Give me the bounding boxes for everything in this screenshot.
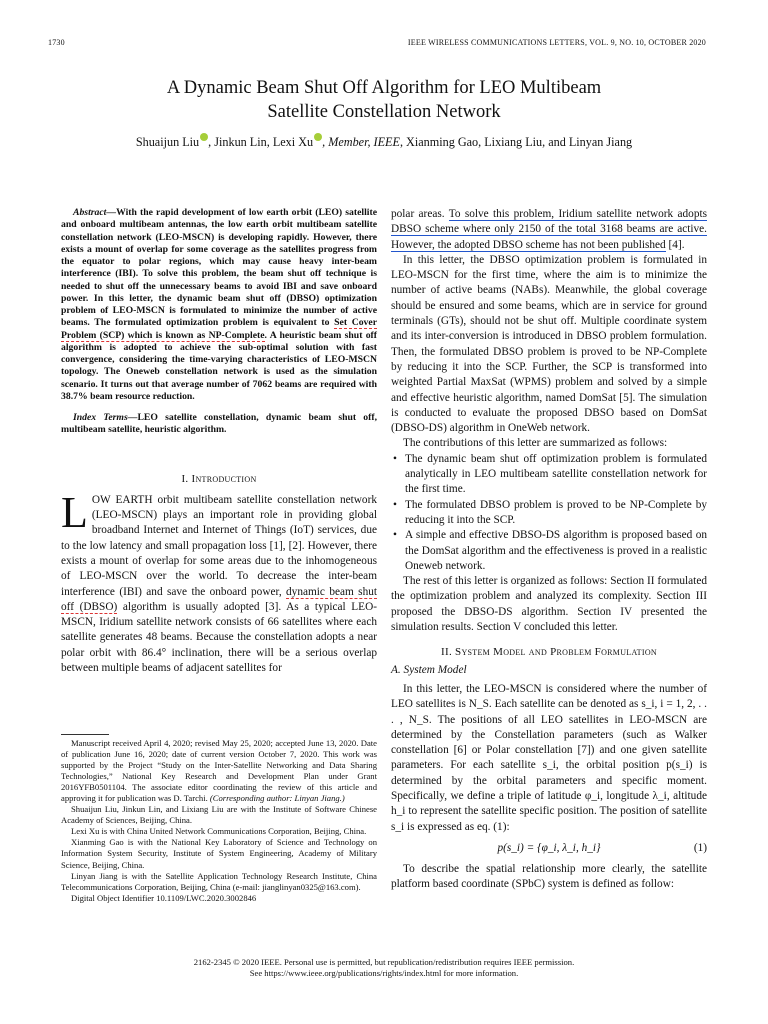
equation-body: p(s_i) = {φ_i, λ_i, h_i} xyxy=(497,841,601,854)
paragraph: In this letter, the DBSO optimization problem is formulated in LEO-MSCN for the first time, where the aim is to minimize the number of active beams (NABs). Meanwhile, the global coverage should be ensured and some beams, which are in service for ground terminals (GTs), should not be shut off. Multiple coordinate system and its inter-conversion is introduced in DBSO problem formulation. Then, the formulated DBSO problem is proved to be NP-Complete by reducing it into the SCP. Further, the SCP is transformed into weighted Partial MaxSat (WPMS) problem and solved by a simple and effective heuristic algorithm, named DomSat [5]. The simulation is conducted to evaluate the proposed DBSO based on DomSat (DBSO-DS) algorithm in OneWeb network. xyxy=(391,253,707,435)
section-heading-system-model: II. System Model and Problem Formulation xyxy=(441,646,657,659)
abstract: Abstract—With the rapid development of low earth orbit (LEO) satellite and onboard multibeam antennas, the low earth orbit multibeam satellite constellation network (LEO-MSCN) is developing rapidly. However, there exists a mount of overlap for some coverage as the satellites progress from the equator to polar regions, which may cause heavy inter-beam interference (IBI). To solve this problem, the beam shut off technique is needed to shut off the unnecessary beams to avoid IBI and save onboard power. In this letter, the dynamic beam shut off (DBSO) optimization problem of LEO-MSCN is formulated to minimize the number of active beams. The formulated optimization problem is equivalent to Set Cover Problem (SCP) which is known as NP-Complete. A heuristic beam shut off algorithm is adopted to achieve the sub-optimal solution with fast convergence, considering the time-varying characteristics of LEO-MSCN topology. The Oneweb constellation network is used as the simulation scenario. It turns out that average number of 7062 beams are required with 38.7% beam resource reduction. xyxy=(61,207,378,402)
intro-paragraph: LOW EARTH orbit multibeam satellite constellation network (LEO-MSCN) plays an important role in providing global broadband Internet and Internet of Things (IoT) services, due to the low latency and small propagation loss [1], [2]. However, there exists a mount of overlap for some areas due to the inhomogeneous of LEO-MSCN over the world. To decrease the inter-beam interference (IBI) and save the onboard power, dynamic beam shut off (DBSO) algorithm is usually adopted [3]. As a typical LEO-MSCN, Iridium satellite network consists of 66 satellites where each satellite generates 48 beams. Because the constellation adopts a near polar orbit with 86.4° inclination, there will be a serious overlap between multiple beams of adjacent satellites for xyxy=(61,487,377,675)
equation-number: (1) xyxy=(693,841,707,854)
orcid-icon[interactable] xyxy=(200,133,208,141)
paragraph: The rest of this letter is organized as follows: Section II formulated the optimization problem and analyzed its complexity. Section III proposed the DBSO-DS algorithm. Section IV presented the simulation results. Section V concluded this letter. xyxy=(391,575,707,634)
paragraph: The contributions of this letter are summarized as follows: xyxy=(403,437,668,450)
paragraph: To describe the spatial relationship more clearly, the satellite platform based coordinate (SPbC) system is defined as follow: xyxy=(391,863,707,891)
authors-rest: , Xianming Gao, Lixiang Liu, and Linyan Jiang xyxy=(399,135,633,149)
footnote-manuscript: Manuscript received April 4, 2020; revised May 25, 2020; accepted June 13, 2020. Date of publication June 16, 2020; date of current version October 7, 2020. This work was supported by the Project “Study on the Inter-Satellite Networking and Data Sharing Technologies,” National Key Research and Development Plan under Grant 2016YFB0501104. The associate editor coordinating the review of this article and approving it for publication was D. Tarchi. (Corresponding author: Linyan Jiang.) xyxy=(61,738,377,804)
abstract-underlined-phrase: Set Cover Problem (SCP) which is known as NP-Complete xyxy=(61,317,378,341)
drop-cap: L xyxy=(61,487,88,537)
footnote-affiliation: Linyan Jiang is with the Satellite Application Technology Research Institute, China Telecommunications Corporation, Beijing, China (e-mail: jianglinyan0325@163.com). xyxy=(61,870,377,892)
title-line-1: A Dynamic Beam Shut Off Algorithm for LEO Multibeam xyxy=(166,78,602,98)
orcid-icon[interactable] xyxy=(314,133,322,141)
page-number: 1730 xyxy=(48,38,65,47)
right-column xyxy=(391,207,707,893)
authors-2: , Jinkun Lin, Lexi Xu xyxy=(208,135,314,149)
copyright-notice xyxy=(0,957,768,979)
member-label: , Member, IEEE xyxy=(322,135,400,149)
section-heading-introduction: I. Introduction xyxy=(181,472,257,485)
highlighted-passage: To solve this problem, Iridium satellite network adopts DBSO scheme where only 2150 of the total 3168 beams are active. However, the adopted DBSO scheme has not been published xyxy=(391,208,708,251)
footnote-rule xyxy=(61,734,109,735)
paper-title xyxy=(0,76,768,124)
footnote-doi: Digital Object Identifier 10.1109/LWC.2020.3002846 xyxy=(71,892,257,903)
journal-header: IEEE WIRELESS COMMUNICATIONS LETTERS, VOL. 9, NO. 10, OCTOBER 2020 xyxy=(407,38,706,47)
equation xyxy=(391,841,707,856)
list-item: • A simple and effective DBSO-DS algorithm is proposed based on the DomSat algorithm and the effectiveness is proved in a realistic Oneweb network. xyxy=(391,528,707,574)
footnote-affiliation: Shuaijun Liu, Jinkun Lin, and Lixiang Liu are with the Institute of Software Chinese Academy of Sciences, Beijing, China. xyxy=(61,804,377,826)
list-item: • The dynamic beam shut off optimization problem is formulated analytically in LEO multibeam satellite constellation network for the first time. xyxy=(391,452,707,498)
left-column xyxy=(61,207,377,676)
author-1: Shuaijun Liu xyxy=(135,135,200,149)
list-item: • The formulated DBSO problem is proved to be NP-Complete by reducing it into the SCP. xyxy=(391,498,707,529)
copyright-line-2: See https://www.ieee.org/publications/rights/index.html for more information. xyxy=(249,968,519,978)
contribution-list xyxy=(391,452,707,574)
paragraph: In this letter, the LEO-MSCN is considered where the number of LEO satellites is N_S. Each satellite can be denoted as s_i, i = 1, 2, . . . , N_S. The positions of all LEO satellites in LEO-MSCN are determined by the Constellation parameters (such as Walker constellation [6] or Polar constellation [7]) and one given satellite parameters. For each satellite s_i, the orbital position p(s_i) is determined by the orbital parameters and specific moment. Specifically, we define a triple of latitude φ_i, longitude λ_i, altitude h_i to represent the satellite specific position. The position of satellite s_i is expressed as eq. (1): xyxy=(391,682,707,833)
copyright-line-1: 2162-2345 © 2020 IEEE. Personal use is permitted, but republication/redistribution requires IEEE permission. xyxy=(193,957,575,967)
title-line-2: Satellite Constellation Network xyxy=(267,102,501,122)
index-terms: Index Terms—LEO satellite constellation, dynamic beam shut off, multibeam satellite, heuristic algorithm. xyxy=(61,412,377,436)
paragraph: polar areas. To solve this problem, Iridium satellite network adopts DBSO scheme where only 2150 of the total 3168 beams are active. However, the adopted DBSO scheme has not been published [4]. xyxy=(391,208,708,251)
dbso-term: dynamic beam shut off (DBSO) xyxy=(61,585,377,613)
abstract-label: Abstract— xyxy=(73,207,117,218)
footnote-affiliation: Xianming Gao is with the National Key Laboratory of Science and Technology on Information System Security, Institute of System Engineering, Academy of Military Science, Beijing, China. xyxy=(61,837,377,870)
author-list xyxy=(0,133,768,150)
subsection-heading: A. System Model xyxy=(391,663,467,676)
footnote-affiliation: Lexi Xu is with China United Network Communications Corporation, Beijing, China. xyxy=(71,826,367,837)
footnotes xyxy=(61,738,377,904)
